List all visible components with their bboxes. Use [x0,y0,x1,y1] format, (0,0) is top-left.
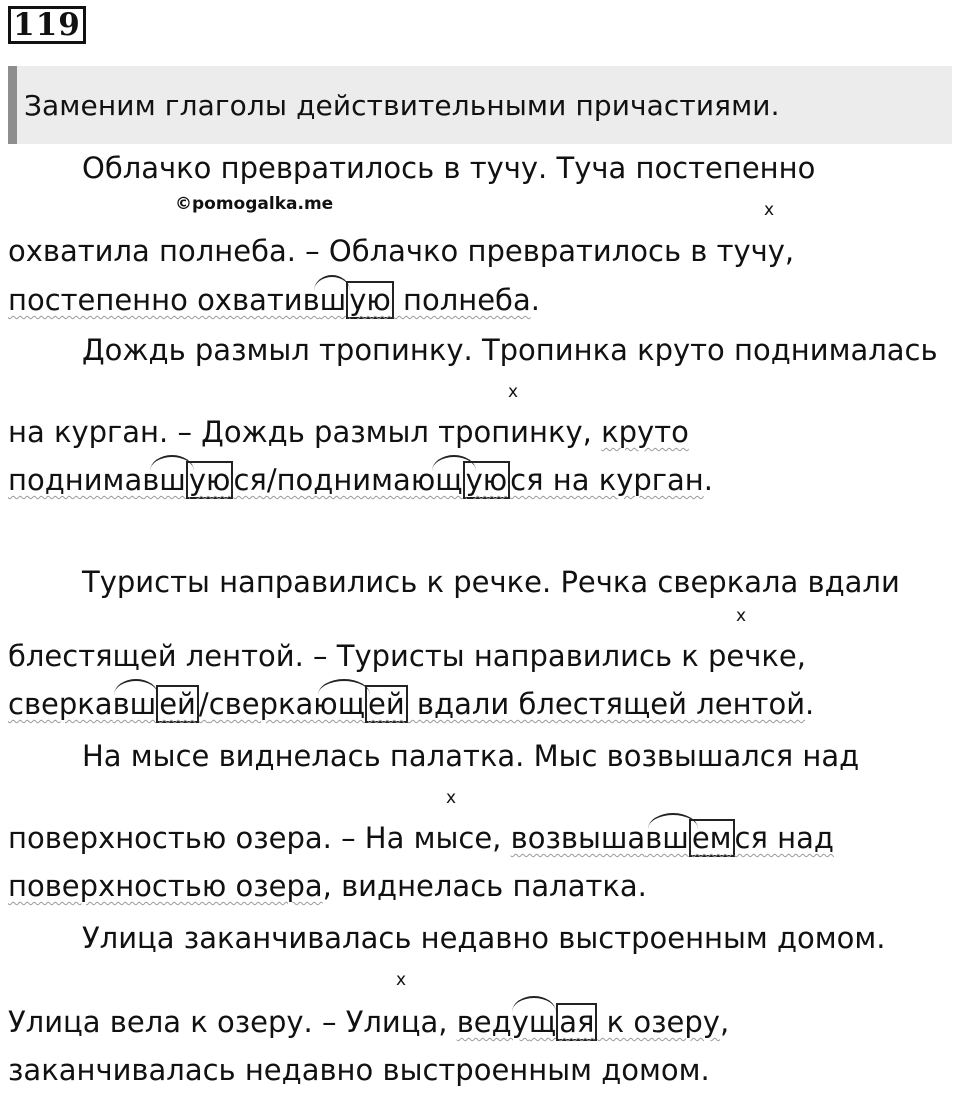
suffix-arc-mark [318,679,370,695]
stress-mark: x [446,788,457,808]
p4-line1: На мысе виднелась палатка. Мыс возвышался над [82,739,860,773]
suffix-arc-mark [432,455,476,471]
stress-mark: x [736,606,747,626]
p4-line2: поверхностью озера. – На мысе, возвышавш ем ся над [8,821,834,855]
instruction-banner [8,66,952,144]
watermark: ©pomogalka.me [175,194,334,214]
p2-line3: поднимавш ую ся/поднимающ ую ся на курган. [8,463,713,497]
ending-box: ем [689,819,735,857]
ending-box: ую [186,461,234,499]
p2-line2: на курган. – Дождь размыл тропинку, круто [8,415,689,449]
ending-box: ую [463,461,511,499]
participle-phrase: возвышавш ем ся над [510,821,834,855]
participle-suffix-arc: ш [319,283,347,317]
participle-phrase: ведущ ая к озеру [456,1005,720,1039]
p4-line3: поверхностью озера, виднелась палатка. [8,869,647,903]
p1-line2: охватила полнеба. – Облачко превратилось в тучу, [8,234,795,268]
p5-line3: заканчивалась недавно выстроенным домом. [8,1053,710,1087]
p3-line3: сверкавш ей /сверкающ ей вдали блестящей лентой. [8,687,815,721]
ending-box: ей [365,685,408,723]
p3-line1: Туристы направились к речке. Речка сверкала вдали [82,565,900,599]
p1-line3: постепенно охвативш ую полнеба. [8,283,540,317]
participle-suffix-arc: щ [528,1005,557,1039]
participle-phrase: поверхностью озера [8,869,323,903]
stress-mark: x [396,970,407,990]
instruction-text: Заменим глаголы действительными причастиями. [24,89,780,122]
participle-suffix-arc: вш [142,463,186,497]
participle-suffix-arc: вш [645,821,689,855]
participle-phrase: постепенно охвативш ую полнеба [8,283,531,317]
participle-suffix-arc: вш [112,687,157,721]
p3-line2: блестящей лентой. – Туристы направились к речке, [8,639,806,673]
participle-suffix-arc: ющ [410,463,463,497]
banner-accent-bar [8,66,17,144]
task-number-box: 119 [8,6,86,44]
suffix-arc-mark [114,679,158,695]
participle-phrase: сверкавш ей /сверкающ ей вдали блестящей лентой [8,687,806,721]
suffix-arc-mark [512,996,556,1012]
p5-line1: Улица заканчивалась недавно выстроенным домом. [82,921,886,955]
ending-box: ей [156,685,199,723]
participle-phrase: круто [601,415,689,449]
p5-line2: Улица вела к озеру. – Улица, ведущ ая к озеру, [8,1005,730,1039]
stress-mark: x [764,200,775,220]
ending-box: ая [556,1003,597,1041]
participle-suffix-arc: ющ [313,687,366,721]
participle-phrase: поднимавш ую ся/поднимающ ую ся на курган [8,463,704,497]
ending-box: ую [346,281,394,319]
stress-mark: x [508,382,519,402]
suffix-arc-mark [150,455,194,471]
p1-line1: Облачко превратилось в тучу. Туча постепенно [82,151,816,185]
p2-line1: Дождь размыл тропинку. Тропинка круто поднималась [82,333,938,367]
suffix-arc-mark [314,275,350,291]
suffix-arc-mark [648,813,698,829]
